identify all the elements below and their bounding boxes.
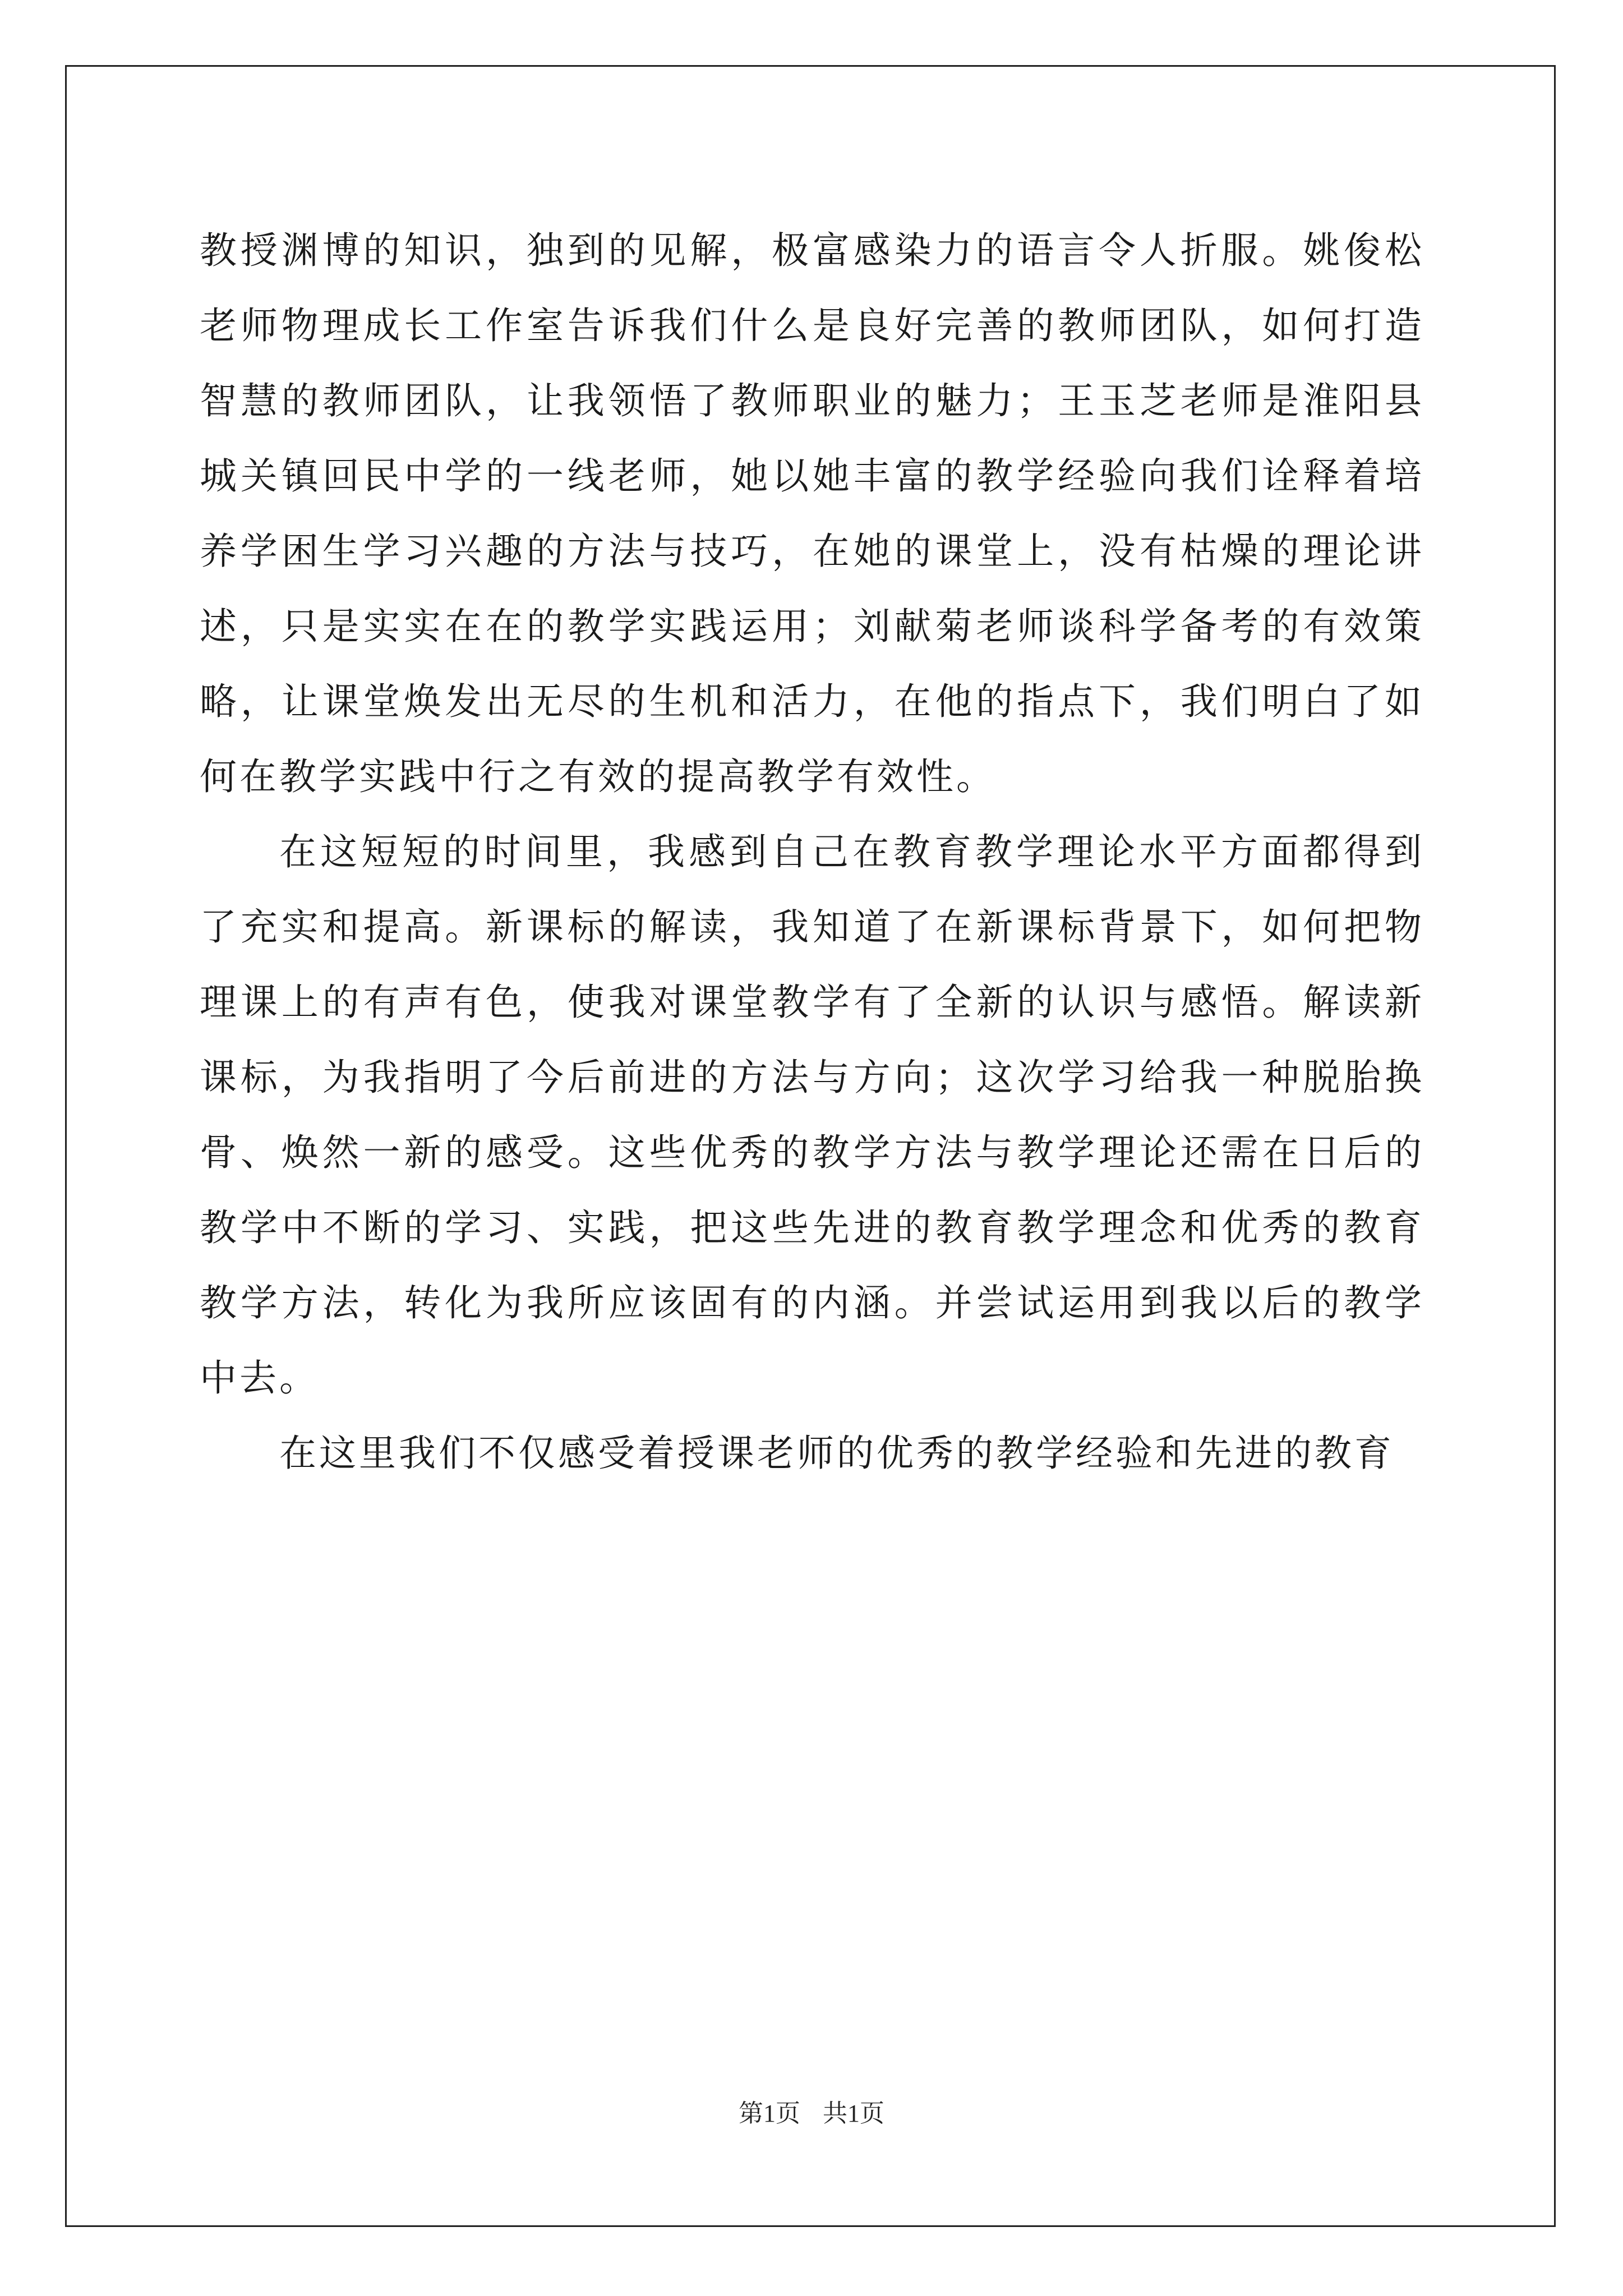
- paragraph-2: 在这短短的时间里，我感到自己在教育教学理论水平方面都得到了充实和提高。新课标的解读，我知道了在新课标背景下，如何把物理课上的有声有色，使我对课堂教学有了全新的认识与感悟。解读新课标，为我指明了今后前进的方法与方向；这次学习给我一种脱胎换骨、焕然一新的感受。这些优秀的教学方法与教学理论还需在日后的教学中不断的学习、实践，把这些先进的教育教学理念和优秀的教育教学方法，转化为我所应该固有的内涵。并尝试运用到我以后的教学中去。: [200, 830, 1424, 1400]
- page-total: 共1页: [823, 2100, 884, 2127]
- page-footer: [0, 2097, 1623, 2131]
- paragraph-3: 在这里我们不仅感受着授课老师的优秀的教学经验和先进的教育: [279, 1432, 1394, 1475]
- paragraph-1: 教授渊博的知识，独到的见解，极富感染力的语言令人折服。姚俊松老师物理成长工作室告诉我们什么是良好完善的教师团队，如何打造智慧的教师团队，让我领悟了教师职业的魅力；王玉芝老师是淮阳县城关镇回民中学的一线老师，她以她丰富的教学经验向我们诠释着培养学困生学习兴趣的方法与技巧，在她的课堂上，没有枯燥的理论讲述，只是实实在在的教学实践运用；刘献菊老师谈科学备考的有效策略，让课堂焕发出无尽的生机和活力，在他的指点下，我们明白了如何在教学实践中行之有效的提高教学有效性。: [200, 229, 1424, 798]
- document-body: [200, 213, 1424, 1491]
- page-number: 第1页: [739, 2100, 800, 2127]
